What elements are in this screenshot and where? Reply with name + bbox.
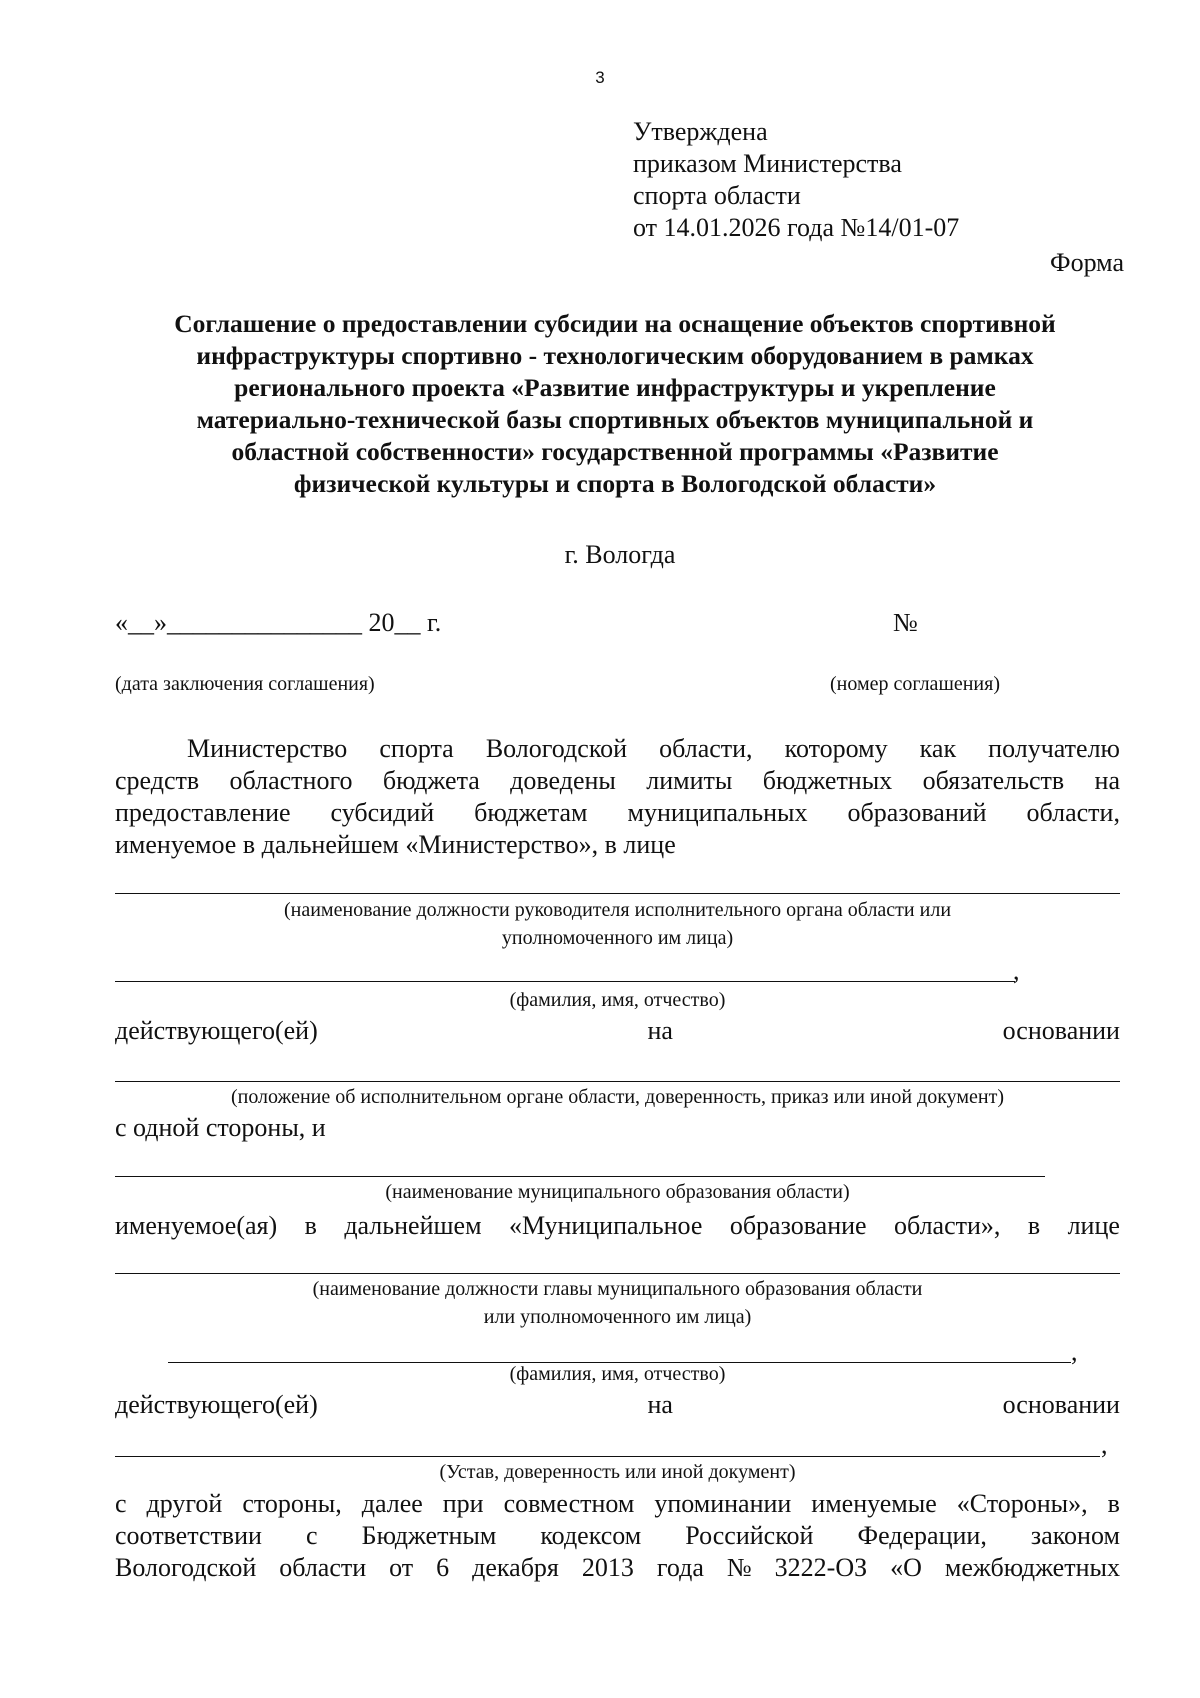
blank-basis-line-1	[115, 1081, 1120, 1082]
word: области»,	[894, 1211, 1001, 1240]
comma: ,	[1013, 956, 1020, 985]
acting-word: на	[647, 1016, 673, 1045]
title-line: областной собственности» государственной программы «Развитие	[231, 437, 999, 466]
word: Вологодской	[485, 734, 628, 763]
word: 2013	[581, 1553, 634, 1582]
acting-word: действующего(ей)	[115, 1390, 318, 1419]
agreement-number-field: №	[893, 608, 918, 637]
word: «Муниципальное	[508, 1211, 703, 1240]
word: доведены	[510, 766, 616, 795]
word: именуемые	[811, 1489, 937, 1518]
blank-head-municipality-line	[115, 1273, 1120, 1274]
word: совместном	[503, 1489, 635, 1518]
approval-line: приказом Министерства	[633, 149, 902, 178]
word: образований	[847, 798, 987, 827]
acting-word: действующего(ей)	[115, 1016, 318, 1045]
word: упоминании	[654, 1489, 792, 1518]
word: «Стороны»,	[956, 1489, 1088, 1518]
word: законом	[1030, 1521, 1120, 1550]
word: средств	[115, 766, 200, 795]
one-side-text: с одной стороны, и	[115, 1113, 326, 1142]
word: декабря	[472, 1553, 559, 1582]
caption-fio-1: (фамилия, имя, отчество)	[509, 989, 726, 1011]
approval-line: Утверждена	[633, 117, 768, 146]
acting-line-2	[115, 1390, 1120, 1420]
word: дальнейшем	[344, 1211, 482, 1240]
caption-line: (наименование должности главы муниципального образования области	[312, 1278, 923, 1300]
word: соответствии	[115, 1521, 262, 1550]
word: кодексом	[540, 1521, 642, 1550]
word: в	[1107, 1489, 1120, 1518]
word: 6	[436, 1553, 450, 1582]
word: бюджетных	[762, 766, 893, 795]
word: года	[656, 1553, 704, 1582]
caption-head-position	[115, 896, 1120, 952]
intro-line-4: именуемое в дальнейшем «Министерство», в лице	[115, 830, 676, 859]
word: в	[304, 1211, 317, 1240]
acting-line-1	[115, 1016, 1120, 1046]
title-line: регионального проекта «Развитие инфраструктуры и укрепление	[234, 373, 996, 402]
word: стороны,	[242, 1489, 342, 1518]
word: «О	[890, 1553, 922, 1582]
intro-line-1	[115, 733, 1120, 765]
named-municipality-para	[115, 1210, 1120, 1242]
date-field: «__»_______________ 20__ г.	[115, 608, 442, 637]
closing-line-1	[115, 1488, 1120, 1520]
word: образование	[729, 1211, 867, 1240]
blank-municipality-line	[115, 1176, 1045, 1177]
caption-basis-2: (Устав, доверенность или иной документ)	[439, 1461, 796, 1483]
word: с	[306, 1521, 318, 1550]
word: Российской	[685, 1521, 814, 1550]
comma: ,	[1071, 1337, 1078, 1366]
word: межбюджетных	[944, 1553, 1120, 1582]
city: г. Вологда	[564, 540, 676, 569]
blank-basis-line-2	[115, 1456, 1100, 1457]
page-number: 3	[595, 68, 605, 87]
acting-word: основании	[1002, 1016, 1120, 1045]
acting-word: на	[647, 1390, 673, 1419]
word: при	[442, 1489, 484, 1518]
intro-line-3	[115, 797, 1120, 829]
word: 3222-ОЗ	[774, 1553, 868, 1582]
word: муниципальных	[627, 798, 808, 827]
word: которому	[784, 734, 888, 763]
closing-line-3	[115, 1552, 1120, 1584]
agreement-title	[115, 308, 1115, 500]
caption-line: (наименование должности руководителя исполнительного органа области или	[283, 899, 952, 921]
word: бюджетам	[474, 798, 588, 827]
approval-line: спорта области	[633, 181, 801, 210]
form-label: Форма	[1050, 248, 1124, 277]
caption-basis-1: (положение об исполнительном органе области, доверенность, приказ или иной документ)	[230, 1086, 1005, 1108]
approval-line: от 14.01.2026 года №14/01-07	[633, 213, 960, 242]
word: области	[279, 1553, 367, 1582]
caption-line: уполномоченного им лица)	[501, 927, 734, 949]
title-line: материально-технической базы спортивных объектов муниципальной и	[196, 405, 1034, 434]
word: областного	[229, 766, 353, 795]
caption-municipality: (наименование муниципального образования области)	[385, 1181, 850, 1203]
caption-line: или уполномоченного им лица)	[483, 1306, 752, 1328]
word: с	[115, 1489, 127, 1518]
word: как	[919, 734, 957, 763]
word: лице	[1067, 1211, 1120, 1240]
word: Федерации,	[857, 1521, 987, 1550]
closing-paragraph	[115, 1488, 1120, 1584]
comma: ,	[1101, 1430, 1108, 1459]
word: Бюджетным	[361, 1521, 497, 1550]
word: другой	[146, 1489, 223, 1518]
word: №	[726, 1553, 752, 1582]
word: области,	[1026, 798, 1120, 827]
intro-line-2	[115, 765, 1120, 797]
caption-fio-2: (фамилия, имя, отчество)	[509, 1363, 726, 1385]
word: лимиты	[646, 766, 733, 795]
word: именуемое(ая)	[115, 1211, 278, 1240]
word: получателю	[988, 734, 1120, 763]
caption-head-municipality	[115, 1275, 1120, 1331]
word: на	[1094, 766, 1120, 795]
word: далее	[361, 1489, 423, 1518]
intro-paragraph	[115, 733, 1120, 861]
title-line: инфраструктуры спортивно - технологическим оборудованием в рамках	[196, 341, 1034, 370]
word: Министерство	[187, 734, 348, 763]
word: обязательств	[922, 766, 1065, 795]
word: области,	[659, 734, 753, 763]
blank-fio-line-1	[115, 981, 1015, 982]
closing-line-2	[115, 1520, 1120, 1552]
title-line: Соглашение о предоставлении субсидии на оснащение объектов спортивной	[174, 309, 1056, 338]
title-line: физической культуры и спорта в Вологодской области»	[293, 469, 937, 498]
number-caption: (номер соглашения)	[830, 673, 1000, 695]
blank-head-position-line	[115, 893, 1120, 894]
acting-word: основании	[1002, 1390, 1120, 1419]
word: от	[389, 1553, 414, 1582]
word: предоставление	[115, 798, 291, 827]
word: в	[1027, 1211, 1041, 1240]
word: спорта	[379, 734, 454, 763]
date-caption: (дата заключения соглашения)	[115, 673, 375, 695]
approval-block	[633, 116, 959, 244]
word: Вологодской	[115, 1553, 257, 1582]
word: бюджета	[382, 766, 480, 795]
word: субсидий	[330, 798, 435, 827]
named-municipality-line	[115, 1210, 1120, 1242]
